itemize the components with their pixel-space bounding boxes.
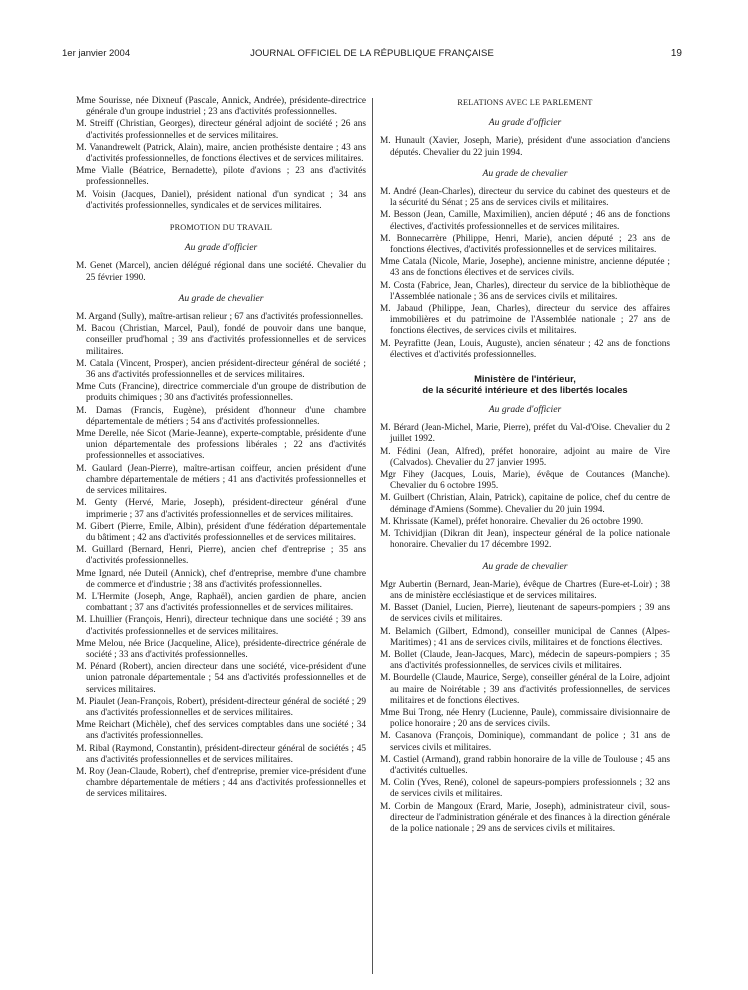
honoree-entry: Mme Catala (Nicole, Marie, Josephe), ancienne ministre, ancienne députée ; 43 ans de fonctions électives et de services civils. xyxy=(380,257,670,279)
ministry-grade-officier-heading: Au grade d'officier xyxy=(488,404,562,416)
officier-list xyxy=(380,136,670,158)
honoree-entry: M. Roy (Jean-Claude, Robert), chef d'entreprise, premier vice-président d'une chambre départementale de métiers ; 44 ans d'activités professionnelles et de services militaires. xyxy=(76,766,366,800)
honoree-entry: M. Ribal (Raymond, Constantin), président-directeur général de sociétés ; 45 ans d'activités professionnelles et de services militaires. xyxy=(76,743,366,765)
honoree-entry: Mme Derelle, née Sicot (Marie-Jeanne), experte-comptable, présidente d'une union départementale des professions libérales ; 22 ans d'activités professionnelles et associatives. xyxy=(76,429,366,462)
honoree-entry: M. L'Hermite (Joseph, Ange, Raphaël), ancien gardien de phare, ancien combattant ; 37 ans d'activités professionnelles et de services militaires. xyxy=(76,591,366,614)
issue-date: 1er janvier 2004 xyxy=(62,48,131,59)
honoree-entry: M. Belamich (Gilbert, Edmond), conseiller municipal de Cannes (Alpes-Maritimes) ; 41 ans de services civils, militaires et de fonctions électives. xyxy=(380,626,670,648)
honoree-entry: Mme Ignard, née Duteil (Annick), chef d'entreprise, membre d'une chambre de commerce et d'industrie ; 38 ans d'activités professionnelles. xyxy=(76,568,366,590)
honoree-entry: M. Colin (Yves, René), colonel de sapeurs-pompiers professionnels ; 32 ans de services civils et militaires. xyxy=(380,778,670,800)
grade-officier-heading: Au grade d'officier xyxy=(184,242,258,254)
honoree-entry: M. Streiff (Christian, Georges), directeur général adjoint de société ; 26 ans d'activités professionnelles et de services militaires. xyxy=(76,119,366,141)
honoree-entry: M. Lhuillier (François, Henri), directeur technique dans une société ; 39 ans d'activités professionnelles et de services militaires. xyxy=(76,615,366,637)
honoree-entry: M. Peyrafitte (Jean, Louis, Auguste), ancien sénateur ; 42 ans de fonctions électives et d'activités professionnelles. xyxy=(380,338,670,360)
honoree-entry: M. Bérard (Jean-Michel, Marie, Pierre), préfet du Val-d'Oise. Chevalier du 2 juillet 1992. xyxy=(380,423,670,445)
honoree-entry: M. Vanandrewelt (Patrick, Alain), maire, ancien prothésiste dentaire ; 43 ans d'activités professionnelles, de fonctions électives et de services militaires. xyxy=(76,142,366,165)
intro-list xyxy=(76,96,366,212)
ministry-chevalier-list xyxy=(380,580,670,835)
ministry-title-line-2: de la sécurité intérieure et des libertés locales xyxy=(422,384,628,396)
honoree-entry: M. Catala (Vincent, Prosper), ancien président-directeur général de société ; 36 ans d'activités professionnelles et de services militaires. xyxy=(76,358,366,381)
honoree-entry: M. Khrissate (Kamel), préfet honoraire. Chevalier du 26 octobre 1990. xyxy=(380,516,644,527)
honoree-entry: Mgr Fihey (Jacques, Louis, Marie), évêque de Coutances (Manche). Chevalier du 6 octobre 1995. xyxy=(380,470,670,492)
honoree-entry: M. Gaulard (Jean-Pierre), maître-artisan coiffeur, ancien président d'une chambre départementale de métiers ; 41 ans d'activités professionnelles et de services militaires. xyxy=(76,463,366,497)
ministry-heading xyxy=(380,373,670,395)
honoree-entry: M. Genet (Marcel), ancien délégué régional dans une société. Chevalier du 25 février 1990. xyxy=(76,261,366,283)
honoree-entry: M. Basset (Daniel, Lucien, Pierre), lieutenant de sapeurs-pompiers ; 39 ans de services civils et militaires. xyxy=(380,603,670,625)
honoree-entry: M. Genty (Hervé, Marie, Joseph), président-directeur général d'une imprimerie ; 37 ans d'activités professionnelles et de services militaires. xyxy=(76,498,366,520)
honoree-entry: M. Piaulet (Jean-François, Robert), président-directeur général de société ; 29 ans d'activités professionnelles et de services militaires. xyxy=(76,696,366,718)
officier-list xyxy=(76,261,366,283)
honoree-entry: Mme Sourisse, née Dixneuf (Pascale, Annick, Andrée), présidente-directrice générale d'un groupe industriel ; 23 ans d'activités professionnelles. xyxy=(76,96,366,118)
ministry-officier-list xyxy=(380,423,670,551)
honoree-entry: M. Jabaud (Philippe, Jean, Charles), directeur du service des affaires immobilières et du patrimoine de l'Assemblée nationale ; 27 ans de fonctions électives, de services civils et militaires. xyxy=(380,304,670,337)
honoree-entry: Mme Melou, née Brice (Jacqueline, Alice), présidente-directrice générale de société ; 33 ans d'activités professionnelles. xyxy=(76,638,366,660)
ministry-grade-chevalier-heading: Au grade de chevalier xyxy=(482,560,568,572)
honoree-entry: M. Pénard (Robert), ancien directeur dans une société, vice-président d'une union patronale départementale ; 54 ans d'activités professionnelles et de services militaires. xyxy=(76,662,366,695)
honoree-entry: M. Bollet (Claude, Jean-Jacques, Marc), médecin de sapeurs-pompiers ; 35 ans d'activités professionnelles, de services civils et militaires. xyxy=(380,649,670,672)
honoree-entry: Mme Reichart (Michèle), chef des services comptables dans une société ; 34 ans d'activités professionnelles. xyxy=(76,720,366,742)
honoree-entry: M. Casanova (François, Dominique), commandant de police ; 31 ans de services civils et militaires. xyxy=(380,731,670,753)
page-number: 19 xyxy=(670,48,682,59)
honoree-entry: Mme Vialle (Béatrice, Bernadette), pilote d'avions ; 23 ans d'activités professionnelles. xyxy=(76,166,366,188)
grade-officier-heading: Au grade d'officier xyxy=(488,117,562,129)
chevalier-list xyxy=(76,312,366,801)
honoree-entry: M. André (Jean-Charles), directeur du service du cabinet des questeurs et de la sécurité du Sénat ; 25 ans de services civils et militaires. xyxy=(380,187,670,209)
grade-chevalier-heading: Au grade de chevalier xyxy=(178,292,264,304)
honoree-entry: Mme Cuts (Francine), directrice commerciale d'un groupe de distribution de produits chimiques ; 30 ans d'activités professionnelles. xyxy=(76,382,366,404)
honoree-entry: M. Bourdelle (Claude, Maurice, Serge), conseiller général de la Loire, adjoint au maire de Noirétable ; 39 ans d'activités professionnelles, de services militaires et de fonctions électives. xyxy=(380,673,670,706)
honoree-entry: M. Voisin (Jacques, Daniel), président national d'un syndicat ; 34 ans d'activités professionnelles, syndicales et de services militaires. xyxy=(76,189,366,211)
grade-chevalier-heading: Au grade de chevalier xyxy=(482,167,568,179)
honoree-entry: M. Fédini (Jean, Alfred), préfet honoraire, adjoint au maire de Vire (Calvados). Chevalier du 27 janvier 1995. xyxy=(380,446,670,468)
honoree-entry: M. Besson (Jean, Camille, Maximilien), ancien député ; 46 ans de fonctions électives, d'activités professionnelles et de services militaires. xyxy=(380,210,670,232)
honoree-entry: Mgr Aubertin (Bernard, Jean-Marie), évêque de Chartres (Eure-et-Loir) ; 38 ans de ministère ecclésiastique et de services militaires. xyxy=(380,579,670,601)
honoree-entry: M. Castiel (Armand), grand rabbin honoraire de la ville de Toulouse ; 45 ans d'activités cultuelles. xyxy=(380,754,670,776)
page-header xyxy=(62,48,682,62)
section-title-relations-parlement: RELATIONS AVEC LE PARLEMENT xyxy=(457,98,593,107)
honoree-entry: M. Tchividjian (Dikran dit Jean), inspecteur général de la police nationale honoraire. Chevalier du 17 décembre 1992. xyxy=(380,529,670,551)
column-divider xyxy=(372,98,373,974)
ministry-title-line-1: Ministère de l'intérieur, xyxy=(474,373,576,385)
honoree-entry: M. Bonnecarrère (Philippe, Henri, Marie), ancien député ; 23 ans de fonctions électives, d'activités professionnelles et de services militaires. xyxy=(380,233,670,256)
honoree-entry: M. Guilbert (Christian, Alain, Patrick), capitaine de police, chef du centre de déminage d'Amiens (Somme). Chevalier du 20 juin 1994. xyxy=(380,493,670,515)
honoree-entry: M. Hunault (Xavier, Joseph, Marie), président d'une association d'anciens députés. Chevalier du 22 juin 1994. xyxy=(380,136,670,158)
chevalier-list xyxy=(380,187,670,361)
honoree-entry: M. Argand (Sully), maître-artisan relieur ; 67 ans d'activités professionnelles. xyxy=(76,312,364,323)
left-column xyxy=(76,96,366,802)
honoree-entry: M. Damas (Francis, Eugène), président d'honneur d'une chambre départementale de métiers ; 54 ans d'activités professionnelles. xyxy=(76,405,366,427)
honoree-entry: M. Bacou (Christian, Marcel, Paul), fondé de pouvoir dans une banque, conseiller prud'homal ; 39 ans d'activités professionnelles et de services militaires. xyxy=(76,324,366,357)
journal-title: JOURNAL OFFICIEL DE LA RÉPUBLIQUE FRANÇAISE xyxy=(250,48,494,59)
honoree-entry: M. Guillard (Bernard, Henri, Pierre), ancien chef d'entreprise ; 35 ans d'activités professionnelles. xyxy=(76,545,366,567)
honoree-entry: M. Corbin de Mangoux (Erard, Marie, Joseph), administrateur civil, sous-directeur de l'administration générale et des finances à la direction générale de la police nationale ; 29 ans de services civils et militaires. xyxy=(380,801,670,834)
honoree-entry: Mme Bui Trong, née Henry (Lucienne, Paule), commissaire divisionnaire de police honoraire ; 20 ans de services civils. xyxy=(380,707,670,730)
section-title-promotion-travail: PROMOTION DU TRAVAIL xyxy=(169,223,273,233)
honoree-entry: M. Gibert (Pierre, Emile, Albin), président d'une fédération départementale du bâtiment ; 42 ans d'activités professionnelles et de services militaires. xyxy=(76,521,366,543)
honoree-entry: M. Costa (Fabrice, Jean, Charles), directeur du service de la bibliothèque de l'Assemblée nationale ; 36 ans de services civils et militaires. xyxy=(380,280,670,302)
right-column xyxy=(380,97,670,836)
